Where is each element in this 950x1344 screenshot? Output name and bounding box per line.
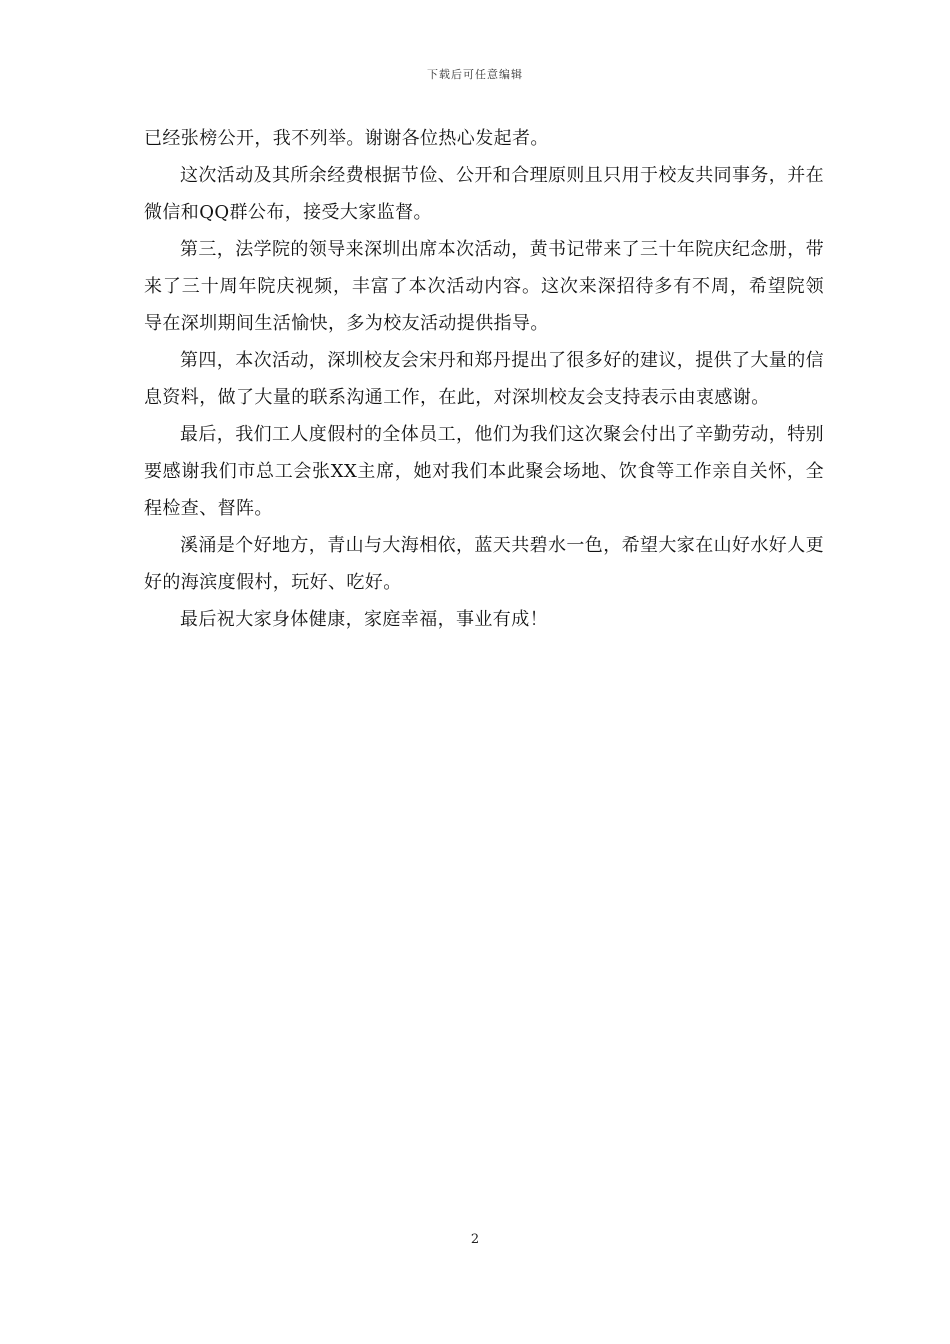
paragraph-third: 第三，法学院的领导来深圳出席本次活动，黄书记带来了三十年院庆纪念册，带来了三十周年院庆视频，丰富了本次活动内容。这次来深招待多有不周，希望院领导在深圳期间生活愉快，多为校友活动提供指导。 xyxy=(144,239,824,334)
document-body xyxy=(144,120,824,638)
paragraph-closing-wishes: 最后祝大家身体健康，家庭幸福，事业有成！ xyxy=(180,609,548,630)
paragraph-fourth: 第四，本次活动，深圳校友会宋丹和郑丹提出了很多好的建议，提供了大量的信息资料，做了大量的联系沟通工作，在此，对深圳校友会支持表示由衷感谢。 xyxy=(144,350,824,408)
paragraph-xichong: 溪涌是个好地方，青山与大海相依，蓝天共碧水一色，希望大家在山好水好人更好的海滨度假村，玩好、吃好。 xyxy=(144,535,824,593)
paragraph-finally: 最后，我们工人度假村的全体员工，他们为我们这次聚会付出了辛勤劳动，特别要感谢我们市总工会张XX主席，她对我们本此聚会场地、饮食等工作亲自关怀，全程检查、督阵。 xyxy=(144,424,824,519)
paragraph-continued: 已经张榜公开，我不列举。谢谢各位热心发起者。 xyxy=(144,128,549,149)
page-header: 下载后可任意编辑 xyxy=(427,68,523,81)
paragraph-funds: 这次活动及其所余经费根据节俭、公开和合理原则且只用于校友共同事务，并在微信和QQ群公布，接受大家监督。 xyxy=(144,165,824,223)
page-number: 2 xyxy=(470,1232,480,1247)
